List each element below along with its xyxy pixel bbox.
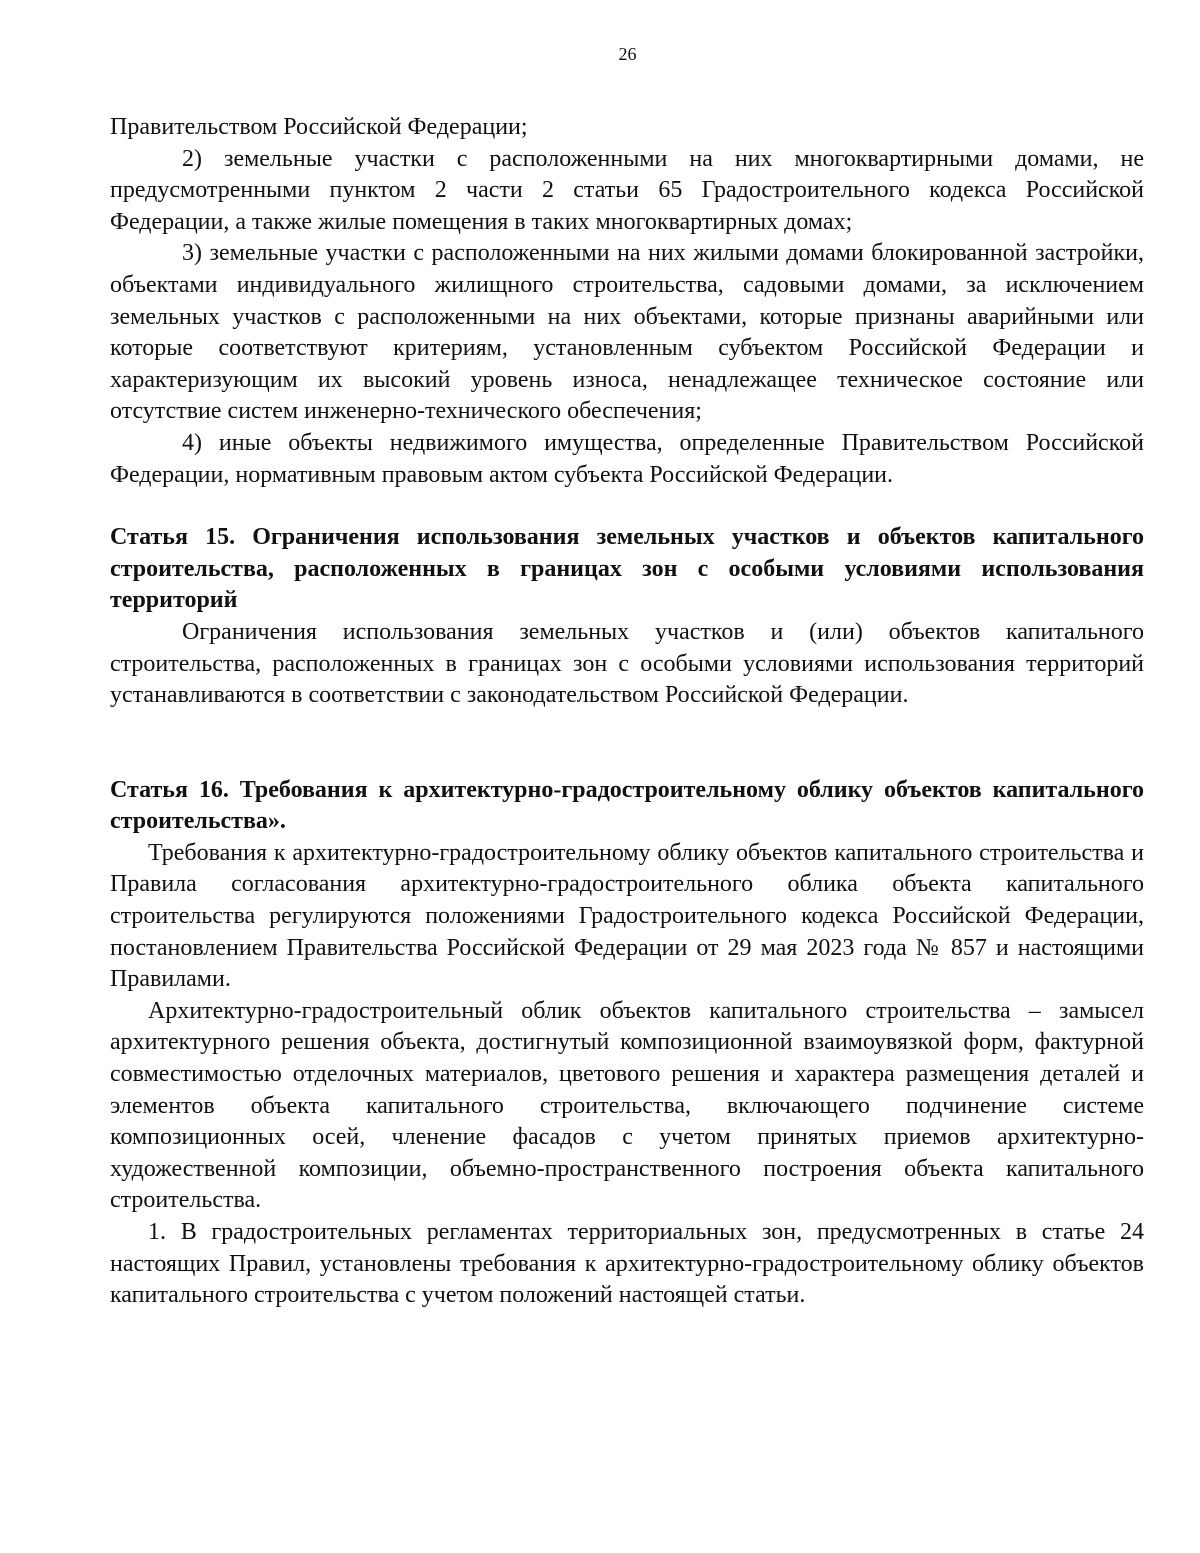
paragraph-continuation: Правительством Российской Федерации;: [110, 114, 528, 140]
spacer: [110, 491, 1144, 522]
list-item-2: 2) земельные участки с расположенными на них многоквартирными домами, не предусмотренными пунктом 2 части 2 статьи 65 Градостроительного кодекса Российской Федерации, а также жилые помещения в таких многоквартирных домах;: [110, 145, 1144, 235]
article-16-paragraph-3: 1. В градостроительных регламентах территориальных зон, предусмотренных в статье 24 настоящих Правил, установлены требования к архитектурно-градостроительному облику объектов капитального строительства с учетом положений настоящей статьи.: [110, 1219, 1144, 1309]
page-number: 26: [618, 44, 637, 64]
document-body: [110, 112, 1144, 1312]
article-16-paragraph-1: Требования к архитектурно-градостроительному облику объектов капитального строительства и Правила согласования архитектурно-градостроительного облика объекта капитального строительства регулируются положениями Градостроительного кодекса Российской Федерации, постановлением Правительства Российской Федерации от 29 мая 2023 года № 857 и настоящими Правилами.: [110, 839, 1144, 993]
article-16-paragraph-2: Архитектурно-градостроительный облик объектов капитального строительства – замысел архитектурного решения объекта, достигнутый композиционной взаимоувязкой форм, фактурной совместимостью отделочных материалов, цветового решения и характера размещения деталей и элементов объекта капитального строительства, включающего подчинение системе композиционных осей, членение фасадов с учетом принятых приемов архитектурно-художественной композиции, объемно-пространственного построения объекта капитального строительства.: [110, 997, 1144, 1214]
list-item-4: 4) иные объекты недвижимого имущества, определенные Правительством Российской Федерации, нормативным правовым актом субъекта Российской Федерации.: [110, 429, 1144, 488]
spacer: [110, 712, 1144, 775]
list-item-3: 3) земельные участки с расположенными на них жилыми домами блокированной застройки, объектами индивидуального жилищного строительства, садовыми домами, за исключением земельных участков с расположенными на них объектами, которые признаны аварийными или которые соответствуют критериям, установленным субъектом Российской Федерации и характеризующим их высокий уровень износа, ненадлежащее техническое состояние или отсутствие систем инженерно-технического обеспечения;: [110, 240, 1144, 425]
article-15-paragraph: Ограничения использования земельных участков и (или) объектов капитального строительства, расположенных в границах зон с особыми условиями использования территорий устанавливаются в соответствии с законодательством Российской Федерации.: [110, 618, 1144, 709]
article-16-heading: Статья 16. Требования к архитектурно-градостроительному облику объектов капитального строительства».: [110, 776, 1144, 835]
article-15-heading: Статья 15. Ограничения использования земельных участков и объектов капитального строительства, расположенных в границах зон с особыми условиями использования территорий: [110, 524, 1144, 614]
